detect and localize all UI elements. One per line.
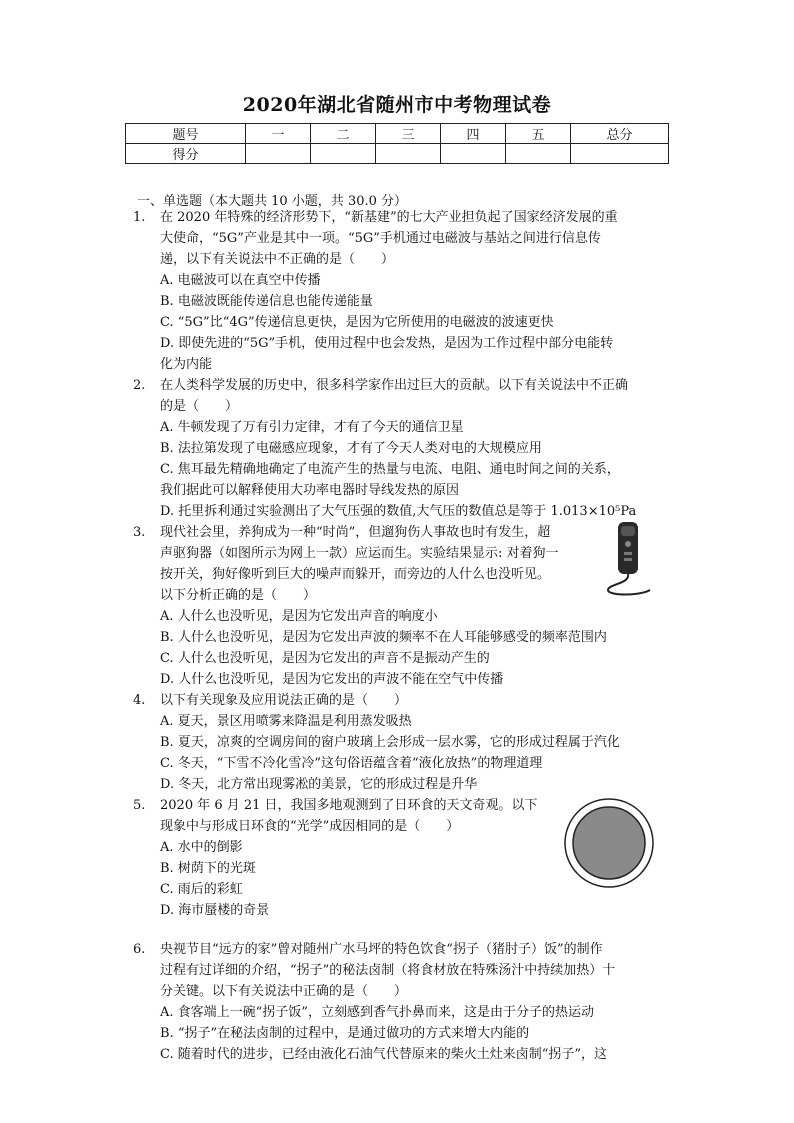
ultrasonic-dog-repeller-image xyxy=(600,520,656,598)
question-stem-line: 现象中与形成日环食的“光学”成因相同的是（ ） xyxy=(160,819,460,834)
question-stem-line: 声驱狗器（如图所示为网上一款）应运而生。实验结果显示: 对着狗一 xyxy=(160,546,559,561)
question-number: 6. xyxy=(133,942,146,957)
option-a[interactable]: A. 水中的倒影 xyxy=(160,840,243,855)
option-d[interactable]: D. 冬天，北方常出现雾凇的美景，它的形成过程是升华 xyxy=(160,777,478,792)
score-cell[interactable] xyxy=(311,144,376,164)
option-c[interactable]: C. 焦耳最先精确地确定了电流产生的热量与电流、电阻、通电时间之间的关系， xyxy=(160,462,620,477)
page-title: 2020年湖北省随州市中考物理试卷 xyxy=(242,94,552,116)
option-a[interactable]: A. 夏天，景区用喷雾来降温是利用蒸发吸热 xyxy=(160,714,412,729)
question-number: 1. xyxy=(133,210,146,225)
question-stem-line: 以下有关现象及应用说法正确的是（ ） xyxy=(160,693,408,708)
score-header-cell: 四 xyxy=(441,124,506,144)
option-d[interactable]: D. 即使先进的“5G”手机，使用过程中也会发热，是因为工作过程中部分电能转 xyxy=(160,336,614,351)
question-stem-line: 按开关，狗好像听到巨大的噪声而躲开，而旁边的人什么也没听见。 xyxy=(160,567,551,582)
score-cell[interactable] xyxy=(571,144,669,164)
option-d-continued: 化为内能 xyxy=(160,357,213,372)
question-stem-line: 央视节目“远方的家”曾对随州广水马坪的特色饮食“拐子（猪肘子）饭”的制作 xyxy=(160,942,603,957)
option-c[interactable]: C. 雨后的彩虹 xyxy=(160,882,243,897)
score-table-score-row xyxy=(126,144,669,164)
option-a[interactable]: A. 电磁波可以在真空中传播 xyxy=(160,273,321,288)
option-b[interactable]: B. 电磁波既能传递信息也能传递能量 xyxy=(160,294,373,309)
annular-eclipse-image xyxy=(563,797,655,889)
question-number: 5. xyxy=(133,798,146,813)
question-number: 2. xyxy=(133,378,146,393)
score-cell[interactable] xyxy=(246,144,311,164)
score-header-cell: 题号 xyxy=(126,124,246,144)
option-c[interactable]: C. 随着时代的进步，已经由液化石油气代替原来的柴火土灶来卤制“拐子”，这 xyxy=(160,1047,608,1062)
option-b[interactable]: B. 法拉第发现了电磁感应现象，才有了今天人类对电的大规模应用 xyxy=(160,441,542,456)
option-a[interactable]: A. 牛顿发现了万有引力定律，才有了今天的通信卫星 xyxy=(160,420,464,435)
option-b[interactable]: B. “拐子”在秘法卤制的过程中，是通过做功的方式来增大内能的 xyxy=(160,1026,530,1041)
option-d[interactable]: D. 托里拆利通过实验测出了大气压强的数值,大气压的数值总是等于 1.013×10⁵Pa xyxy=(160,504,637,519)
option-d[interactable]: D. 人什么也没听见，是因为它发出的声波不能在空气中传播 xyxy=(160,672,504,687)
option-b[interactable]: B. 树荫下的光斑 xyxy=(160,861,256,876)
question-stem-line: 在人类科学发展的历史中，很多科学家作出过巨大的贡献。以下有关说法中不正确 xyxy=(160,378,629,393)
option-c[interactable]: C. 冬天，“下雪不冷化雪冷”这句俗语蕴含着“液化放热”的物理道理 xyxy=(160,756,543,771)
score-header-cell: 二 xyxy=(311,124,376,144)
question-stem-line: 现代社会里，养狗成为一种“时尚”，但遛狗伤人事故也时有发生，超 xyxy=(160,525,551,540)
option-b[interactable]: B. 夏天，凉爽的空调房间的窗户玻璃上会形成一层水雾，它的形成过程属于汽化 xyxy=(160,735,620,750)
question-number: 3. xyxy=(133,525,146,540)
score-table-header-row xyxy=(126,124,669,144)
question-stem-line: 分关键。以下有关说法中正确的是（ ） xyxy=(160,984,408,999)
score-table xyxy=(125,123,669,164)
question-stem-line: 以下分析正确的是（ ） xyxy=(160,588,317,603)
option-a[interactable]: A. 人什么也没听见，是因为它发出声音的响度小 xyxy=(160,609,438,624)
score-cell[interactable] xyxy=(376,144,441,164)
question-number: 4. xyxy=(133,693,146,708)
question-stem-line: 2020 年 6 月 21 日，我国多地观测到了日环食的天文奇观。以下 xyxy=(160,798,538,813)
question-stem-line: 的是（ ） xyxy=(160,399,239,414)
question-stem-line: 大使命，“5G”产业是其中一项。“5G”手机通过电磁波与基站之间进行信息传 xyxy=(160,231,601,246)
score-header-cell: 五 xyxy=(506,124,571,144)
score-header-cell: 三 xyxy=(376,124,441,144)
score-header-cell: 一 xyxy=(246,124,311,144)
section-heading: 一、单选题（本大题共 10 小题，共 30.0 分） xyxy=(137,194,408,209)
option-c[interactable]: C. 人什么也没听见，是因为它发出的声音不是振动产生的 xyxy=(160,651,490,666)
question-stem-line: 递，以下有关说法中不正确的是（ ） xyxy=(160,252,395,267)
score-cell[interactable] xyxy=(441,144,506,164)
option-c-continued: 我们据此可以解释使用大功率电器时导线发热的原因 xyxy=(160,483,460,498)
option-d[interactable]: D. 海市蜃楼的奇景 xyxy=(160,903,270,918)
score-header-cell: 总分 xyxy=(571,124,669,144)
score-cell[interactable] xyxy=(506,144,571,164)
option-b[interactable]: B. 人什么也没听见，是因为它发出声波的频率不在人耳能够感受的频率范围内 xyxy=(160,630,607,645)
option-c[interactable]: C. “5G”比“4G”传递信息更快，是因为它所使用的电磁波的波速更快 xyxy=(160,315,554,330)
question-stem-line: 在 2020 年特殊的经济形势下，“新基建”的七大产业担负起了国家经济发展的重 xyxy=(160,210,618,225)
question-stem-line: 过程有过详细的介绍，“拐子”的秘法卤制（将食材放在特殊汤汁中持续加热）十 xyxy=(160,963,616,978)
option-a[interactable]: A. 食客端上一碗“拐子饭”，立刻感到香气扑鼻而来，这是由于分子的热运动 xyxy=(160,1005,594,1020)
score-row-label: 得分 xyxy=(126,144,246,164)
